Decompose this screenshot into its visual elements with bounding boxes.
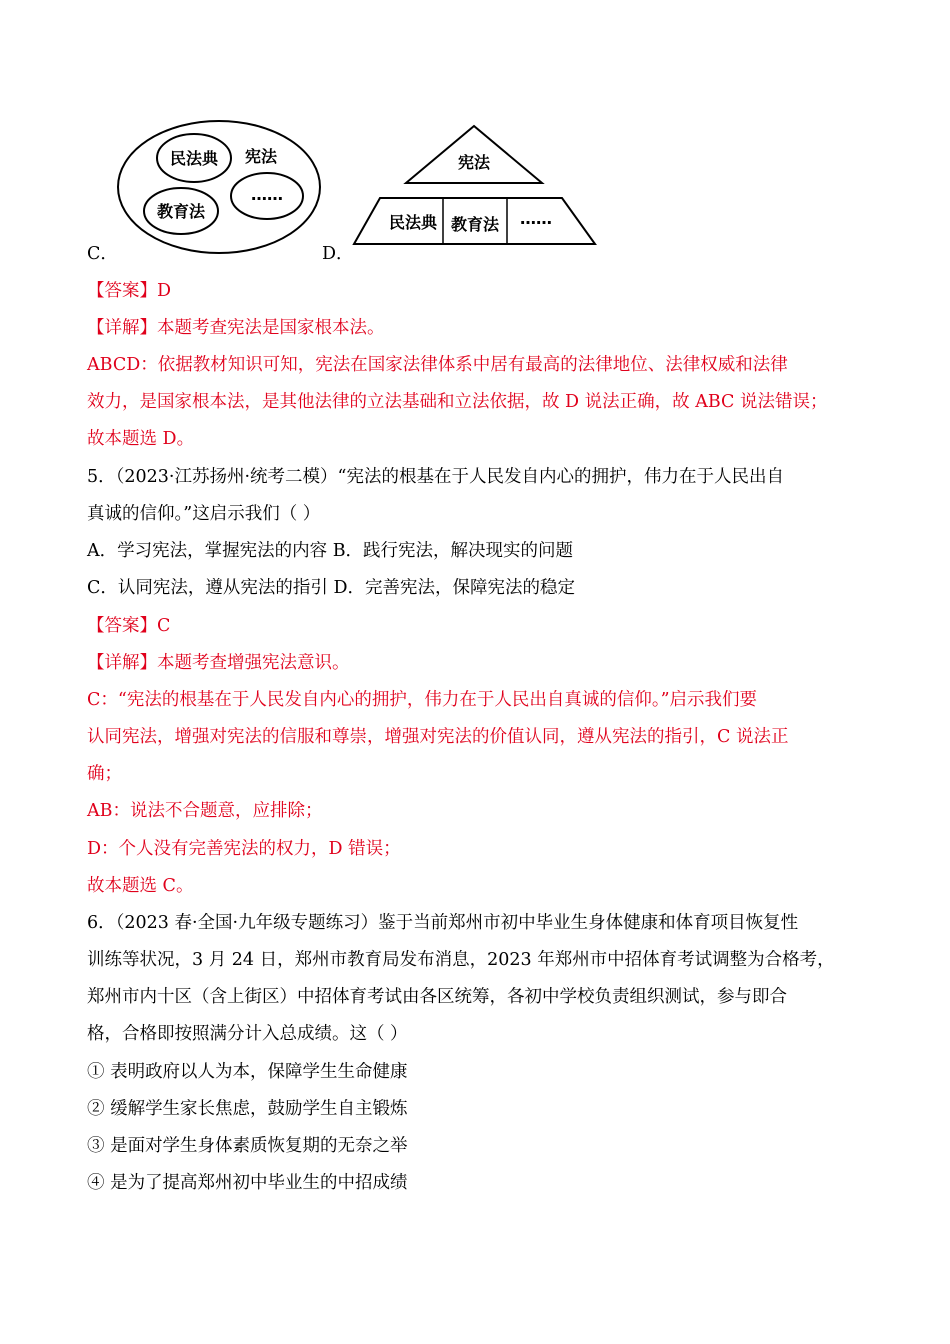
diagram-d-pyramid: [350, 120, 602, 250]
question-6-item: ③ 是面对学生身体素质恢复期的无奈之举: [87, 1136, 408, 1156]
explanation-line: D：个人没有完善宪法的权力，D 错误；: [87, 839, 401, 859]
question-5-stem: 真诚的信仰。”这启示我们（ ）: [87, 504, 321, 524]
question-6-stem: 训练等状况，3 月 24 日，郑州市教育局发布消息，2023 年郑州市中招体育考试调整为合格考，: [87, 950, 835, 970]
pyramid-cell3-label: ……: [520, 209, 552, 228]
inner1-label: 民法典: [169, 149, 219, 168]
explanation-line: ABCD：依据教材知识可知，宪法在国家法律体系中居有最高的法律地位、法律权威和法律: [87, 355, 788, 375]
question-6-stem: 郑州市内十区（含上街区）中招体育考试由各区统筹，各初中学校负责组织测试，参与即合: [87, 987, 787, 1007]
question-6-stem: 6．（2023 春·全国·九年级专题练习）鉴于当前郑州市初中毕业生身体健康和体育项目恢复性: [87, 913, 799, 933]
pyramid-cell2-label: 教育法: [450, 215, 500, 234]
inner2-label: 教育法: [156, 202, 206, 221]
question-5-stem: 5．（2023·江苏扬州·统考二模）“宪法的根基在于人民发自内心的拥护，伟力在于人民出自: [87, 467, 784, 487]
option-c-label: C．: [87, 244, 118, 264]
inner3-label: ……: [251, 185, 283, 204]
conclusion-line-q4: 故本题选 D。: [87, 429, 195, 449]
explanation-line: C：“宪法的根基在于人民发自内心的拥护，伟力在于人民出自真诚的信仰。”启示我们要: [87, 690, 758, 710]
question-5-options-cd: C．认同宪法，遵从宪法的指引 D．完善宪法，保障宪法的稳定: [87, 578, 575, 598]
answer-line-q4: 【答案】D: [87, 281, 172, 301]
outer-label: 宪法: [245, 147, 278, 166]
question-6-item: ① 表明政府以人为本，保障学生生命健康: [87, 1062, 408, 1082]
question-5-options-ab: A．学习宪法，掌握宪法的内容 B．践行宪法，解决现实的问题: [87, 541, 574, 561]
question-6-item: ② 缓解学生家长焦虑，鼓励学生自主锻炼: [87, 1099, 408, 1119]
explanation-line: 效力，是国家根本法，是其他法律的立法基础和立法依据，故 D 说法正确，故 ABC 说法错误；: [87, 392, 828, 412]
option-d-label: D．: [322, 244, 354, 264]
detail-line-q4: 【详解】本题考查宪法是国家根本法。: [87, 318, 385, 338]
explanation-line: 确；: [87, 764, 122, 784]
explanation-line: AB：说法不合题意，应排除；: [87, 801, 323, 821]
question-6-stem: 格，合格即按照满分计入总成绩。这（ ）: [87, 1024, 408, 1044]
pyramid-top-label: 宪法: [457, 153, 491, 172]
question-6-item: ④ 是为了提高郑州初中毕业生的中招成绩: [87, 1173, 408, 1193]
pyramid-cell1-label: 民法典: [388, 213, 438, 232]
conclusion-line-q5: 故本题选 C。: [87, 876, 194, 896]
explanation-line: 认同宪法，增强对宪法的信服和尊崇，增强对宪法的价值认同，遵从宪法的指引，C 说法正: [87, 727, 789, 747]
diagram-c-circles: [115, 118, 325, 258]
detail-line-q5: 【详解】本题考查增强宪法意识。: [87, 653, 350, 673]
answer-line-q5: 【答案】C: [87, 616, 171, 636]
